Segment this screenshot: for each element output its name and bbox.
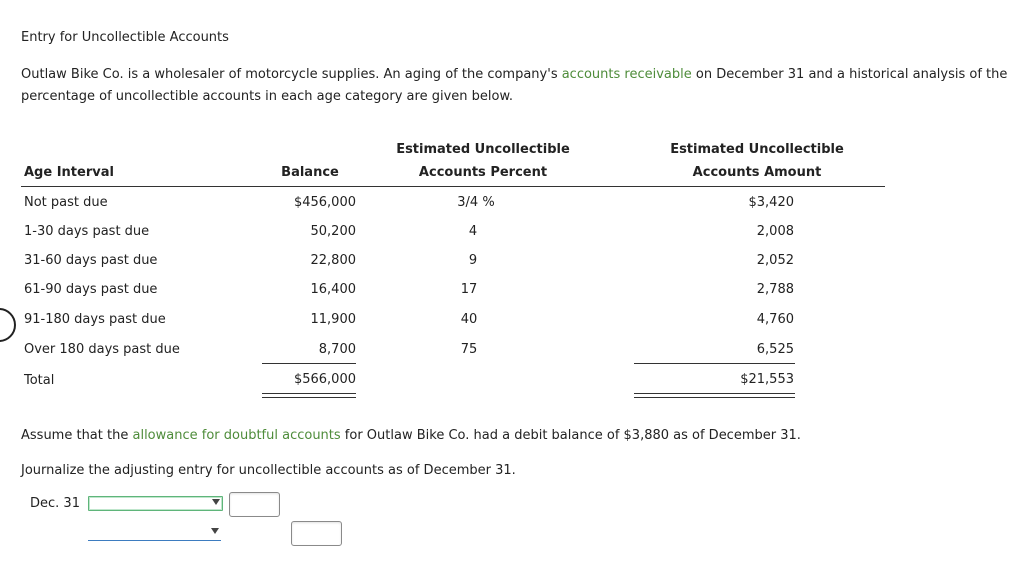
row-amount: 2,788 (756, 282, 794, 297)
instruction-text: Journalize the adjusting entry for uncollectible accounts as of December 31. (21, 463, 516, 478)
row-interval: 61-90 days past due (24, 282, 158, 297)
dropdown-arrow-icon (211, 528, 219, 534)
row-percent: 9 (468, 253, 478, 268)
page-title: Entry for Uncollectible Accounts (21, 30, 229, 45)
row-percent: 17 (460, 282, 478, 297)
header-percent-line2: Accounts Percent (418, 165, 548, 180)
balance-subtotal-rule (262, 363, 356, 364)
allowance-link[interactable]: allowance for doubtful accounts (132, 428, 341, 443)
row-balance: 8,700 (318, 342, 356, 357)
row-balance: 16,400 (310, 282, 356, 297)
row-amount: 2,008 (756, 224, 794, 239)
row-percent: 40 (460, 312, 478, 327)
amount-subtotal-rule (634, 363, 795, 364)
credit-amount-input[interactable] (291, 521, 342, 546)
row-percent: 75 (460, 342, 478, 357)
total-balance: $566,000 (293, 372, 356, 387)
debit-amount-input[interactable] (229, 492, 280, 517)
header-age-interval: Age Interval (24, 165, 114, 180)
row-interval: Over 180 days past due (24, 342, 180, 357)
header-amount-line1: Estimated Uncollectible (670, 142, 844, 157)
row-balance: 11,900 (310, 312, 356, 327)
intro-paragraph (21, 64, 1013, 108)
intro-text-1: Outlaw Bike Co. is a wholesaler of motorcycle supplies. An aging of the company's (21, 67, 562, 82)
header-balance: Balance (281, 165, 339, 180)
row-percent: 4 (468, 224, 478, 239)
margin-circle-mark (0, 308, 16, 342)
row-amount: 4,760 (756, 312, 794, 327)
credit-account-dropdown[interactable] (88, 526, 221, 541)
row-amount: 6,525 (756, 342, 794, 357)
total-label: Total (24, 373, 55, 388)
total-amount: $21,553 (740, 372, 794, 387)
balance-total-double-rule (262, 393, 356, 398)
intro-text-2: on December 31 and a historical analysis of the percentage of uncollectible accounts in each age category are given below. (21, 67, 1008, 104)
row-balance: 50,200 (310, 224, 356, 239)
row-balance: 22,800 (310, 253, 356, 268)
amount-total-double-rule (634, 393, 795, 398)
assume-text-1: Assume that the (21, 428, 133, 443)
row-balance: $456,000 (293, 195, 356, 210)
debit-account-dropdown[interactable] (88, 496, 223, 511)
dropdown-arrow-icon (212, 499, 220, 505)
row-amount: 2,052 (756, 253, 794, 268)
assumption-text (21, 428, 801, 443)
header-rule (21, 186, 885, 187)
row-interval: Not past due (24, 195, 108, 210)
header-percent-line1: Estimated Uncollectible (396, 142, 570, 157)
header-amount-line2: Accounts Amount (692, 165, 822, 180)
accounts-receivable-link[interactable]: accounts receivable (561, 67, 692, 82)
row-interval: 1-30 days past due (24, 224, 150, 239)
entry-date-label: Dec. 31 (30, 496, 80, 511)
assume-text-2: for Outlaw Bike Co. had a debit balance of $3,880 as of December 31. (340, 428, 801, 443)
row-amount: $3,420 (748, 195, 794, 210)
row-interval: 31-60 days past due (24, 253, 158, 268)
row-percent: 3/4 % (457, 195, 495, 210)
row-interval: 91-180 days past due (24, 312, 166, 327)
